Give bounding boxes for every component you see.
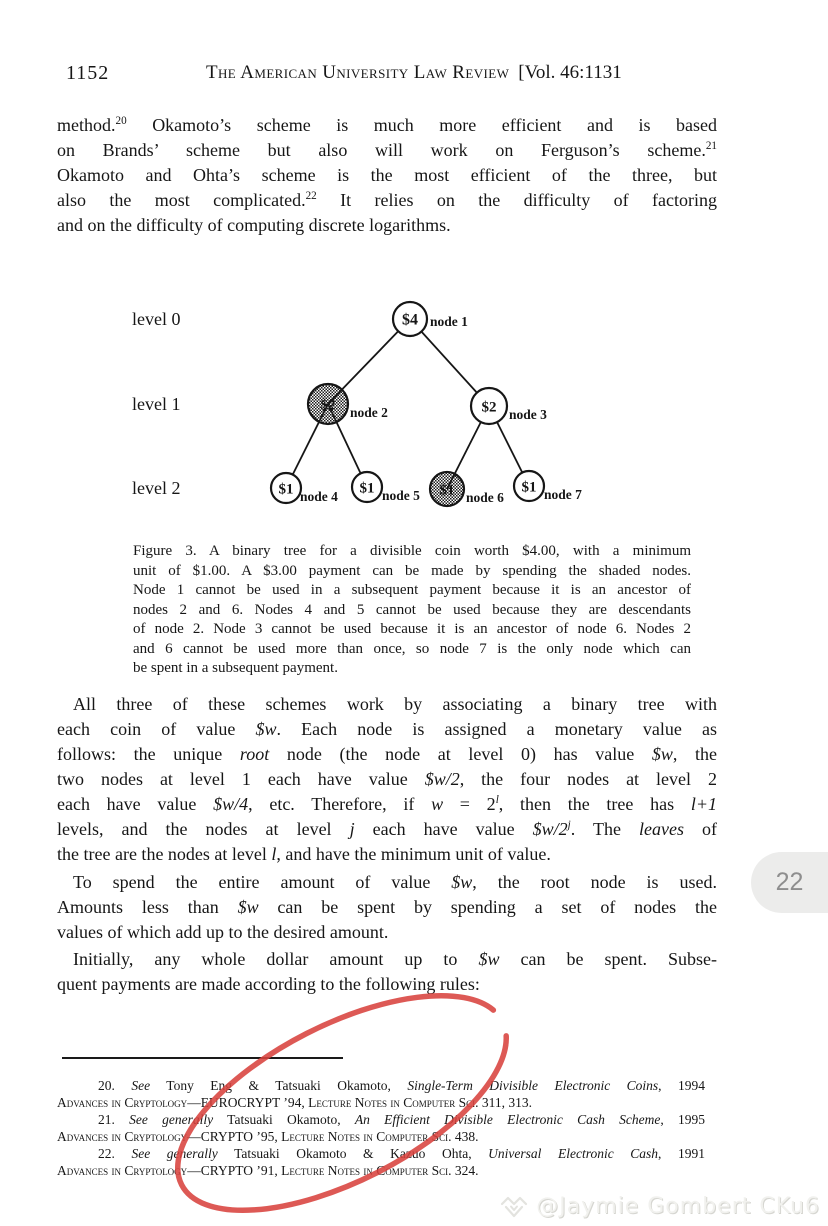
text-line: 22. See generally Tatsuaki Okamoto & Kazuo Ohta, Universal Electronic Cash, 1991 <box>98 1146 706 1161</box>
level-label: level 2 <box>132 478 181 498</box>
text-line: All three of these schemes work by associating a binary tree with <box>73 694 717 714</box>
header-page-number: 1152 <box>66 62 110 84</box>
figure-binary-tree <box>0 285 828 525</box>
node-label: node 2 <box>350 405 388 420</box>
node-value: $1 <box>439 482 455 499</box>
text-line: values of which add up to the desired amount. <box>57 922 389 942</box>
text-line: of node 2. Node 3 cannot be used because it is an ancestor of node 6. Nodes 2 <box>133 621 691 637</box>
text-line: 20. See Tony Eng & Tatsuaki Okamoto, Single-Term Divisible Electronic Coins, 1994 <box>98 1078 706 1093</box>
text-line: also the most complicated.$^{22}$ It relies on the difficulty of factoring <box>57 190 717 210</box>
text-line: Figure 3. A binary tree for a divisible coin worth $4.00, with a minimum <box>133 543 691 559</box>
text-line: Advances in Cryptology—EUROCRYPT ’94, Lecture Notes in Computer Sci. 311, 313. <box>57 1095 532 1110</box>
footnote <box>57 1145 705 1179</box>
header-title-group <box>206 62 622 84</box>
node-label: node 7 <box>544 487 582 502</box>
footnotes-block <box>57 1077 705 1179</box>
watermark <box>499 1190 820 1222</box>
footnote <box>57 1077 705 1111</box>
text-line: each coin of value $w. Each node is assigned a monetary value as <box>57 719 717 739</box>
text-line: nodes 2 and 6. Nodes 4 and 5 cannot be used because they are descendants <box>133 601 691 618</box>
node-value: $1 <box>521 479 537 496</box>
chevron-diamond-icon <box>499 1193 529 1219</box>
text-line: on Brands’ scheme but also will work on Ferguson’s scheme.$^{21}$ <box>57 140 717 160</box>
text-line: Amounts less than $w can be spent by spending a set of nodes the <box>57 897 718 917</box>
text-line: and 6 cannot be used more than once, so node 7 is the only node which can <box>133 640 691 657</box>
text-line: the tree are the nodes at level l, and have the minimum unit of value. <box>57 844 551 864</box>
node-value: $2 <box>320 397 336 414</box>
footnote-rule <box>62 1057 343 1059</box>
node-label: node 6 <box>466 490 504 505</box>
volume-ref: [Vol. 46:1131 <box>518 62 622 83</box>
body-paragraph <box>57 870 717 945</box>
text-line: be spent in a subsequent payment. <box>133 660 338 676</box>
page-tab-label: 22 <box>775 868 804 896</box>
node-label: node 5 <box>382 488 420 503</box>
node-label: node 1 <box>430 314 468 329</box>
text-line: Node 1 cannot be used in a subsequent payment because it is an ancestor of <box>133 582 691 598</box>
text-line: follows: the unique root node (the node at level 0) has value $w, the <box>57 744 717 764</box>
text-line: Initially, any whole dollar amount up to $w can be spent. Subse- <box>73 949 718 969</box>
node-value: $1 <box>278 481 294 498</box>
page-header <box>0 62 828 90</box>
page-number-tab[interactable] <box>751 852 828 913</box>
text-line: To spend the entire amount of value $w, the root node is used. <box>73 872 717 892</box>
text-line: quent payments are made according to the following rules: <box>57 974 480 994</box>
body-paragraph <box>57 947 717 997</box>
text-line: unit of $1.00. A $3.00 payment can be made by spending the shaded nodes. <box>133 562 691 579</box>
text-line: 21. See generally Tatsuaki Okamoto, An Efficient Divisible Electronic Cash Scheme, 1995 <box>98 1112 705 1127</box>
body-paragraph <box>57 692 717 867</box>
text-line: two nodes at level 1 each have value $w/2, the four nodes at level 2 <box>57 769 717 789</box>
node-value: $4 <box>402 311 418 329</box>
node-label: node 3 <box>509 407 547 422</box>
node-label: node 4 <box>300 489 338 504</box>
node-value: $1 <box>359 480 375 497</box>
footnote <box>57 1111 705 1145</box>
level-label: level 1 <box>132 394 181 414</box>
text-line: and on the difficulty of computing discrete logarithms. <box>57 215 451 235</box>
text-line: Okamoto and Ohta’s scheme is the most efficient of the three, but <box>57 165 717 185</box>
body-paragraph <box>57 113 717 238</box>
text-line: Advances in Cryptology—CRYPTO ’95, Lecture Notes in Computer Sci. 438. <box>57 1129 479 1144</box>
text-line: method.$^{20}$ Okamoto’s scheme is much more efficient and is based <box>57 115 717 135</box>
node-value: $2 <box>481 399 497 416</box>
watermark-text: @Jaymie Gombert CKu6 <box>536 1193 820 1219</box>
figure-caption <box>133 542 691 679</box>
text-line: levels, and the nodes at level j each have value $w/2$^j$. The leaves of <box>57 819 717 839</box>
level-label: level 0 <box>132 309 181 329</box>
journal-title: The American University Law Review <box>206 62 510 83</box>
text-line: each have value $w/4, etc. Therefore, if $w = 2^l$, then the tree has l+1 <box>57 794 717 814</box>
text-line: Advances in Cryptology—CRYPTO ’91, Lecture Notes in Computer Sci. 324. <box>57 1163 479 1178</box>
